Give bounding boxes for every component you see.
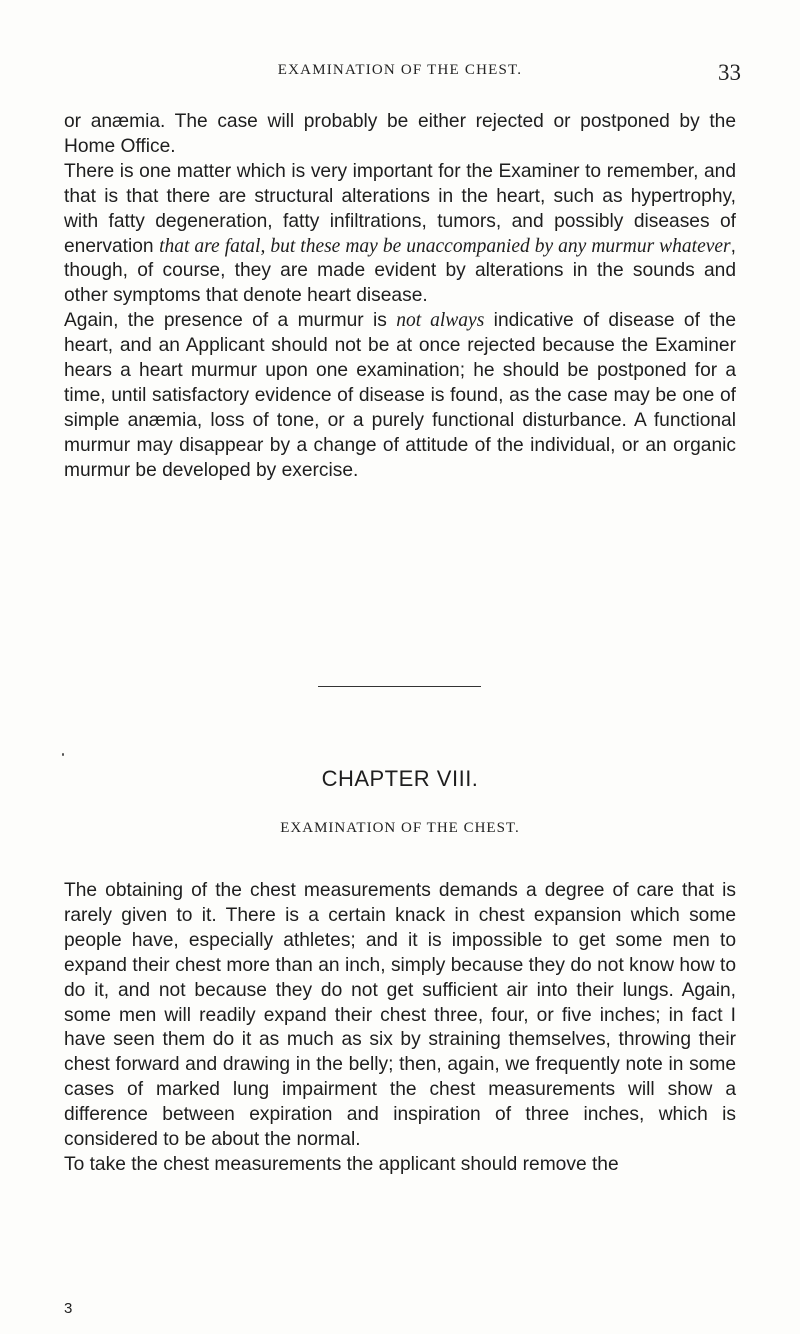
- paragraph-text: or anæmia. The case will probably be either rejected or postponed by the Home Office.: [64, 111, 736, 157]
- continued-text-block: [64, 110, 736, 484]
- chapter-text-block: [64, 879, 736, 1178]
- paragraph-text: Again, the presence of a murmur is: [64, 310, 397, 332]
- italic-emphasis: that are fatal, but these may be unaccompanied by any murmur whatever: [159, 235, 731, 257]
- running-head: EXAMINATION OF THE CHEST.: [277, 62, 523, 78]
- signature-mark: 3: [64, 1300, 73, 1317]
- paragraph-text: indicative of disease of the heart, and an Applicant should not be at once rejected because the Examiner hears a heart murmur upon one examination; he should be postponed for a time, until satisfactory evidence of disease is found, as the case may be one of simple anæmia, loss of tone, or a purely functional disturbance. A functional murmur may disappear by a change of attitude of the individual, or an organic murmur be developed by exercise.: [64, 310, 736, 481]
- chapter-subtitle: EXAMINATION OF THE CHEST.: [280, 820, 520, 836]
- paragraph-murmur: [64, 309, 736, 483]
- section-divider: [318, 686, 481, 687]
- paragraph-continued: [64, 110, 736, 160]
- paragraph-take-measurements: [64, 1153, 736, 1178]
- page-number: 33: [718, 60, 741, 85]
- print-speck: [62, 753, 64, 756]
- chapter-title: CHAPTER VIII.: [321, 766, 479, 791]
- paragraph-chest-measurements: [64, 879, 736, 1153]
- paragraph-text: , though, of course, they are made evident by alterations in the sounds and other symptoms that denote heart disease.: [64, 235, 736, 307]
- paragraph-text: To take the chest measurements the applicant should remove the: [64, 1153, 619, 1175]
- paragraph-structural-alterations: [64, 160, 736, 309]
- paragraph-text: There is one matter which is very important for the Examiner to remember, and that is that there are structural alterations in the heart, such as hypertrophy, with fatty degeneration, fatty infiltrations, tumors, and possibly diseases of enervation: [64, 160, 736, 257]
- italic-emphasis: not always: [396, 310, 485, 332]
- paragraph-text: The obtaining of the chest measurements demands a degree of care that is rarely given to it. There is a certain knack in chest expansion which some people have, especially athletes; and it is impossible to get some men to expand their chest more than an inch, simply because they do not know how to do it, and not because they do not get sufficient air into their lungs. Again, some men will readily expand their chest three, four, or five inches; in fact I have seen them do it as much as six by straining themselves, throwing their chest forward and drawing in the belly; then, again, we frequently note in some cases of marked lung impairment the chest measurements will show a difference between expiration and inspiration of three inches, which is considered to be about the normal.: [64, 880, 736, 1151]
